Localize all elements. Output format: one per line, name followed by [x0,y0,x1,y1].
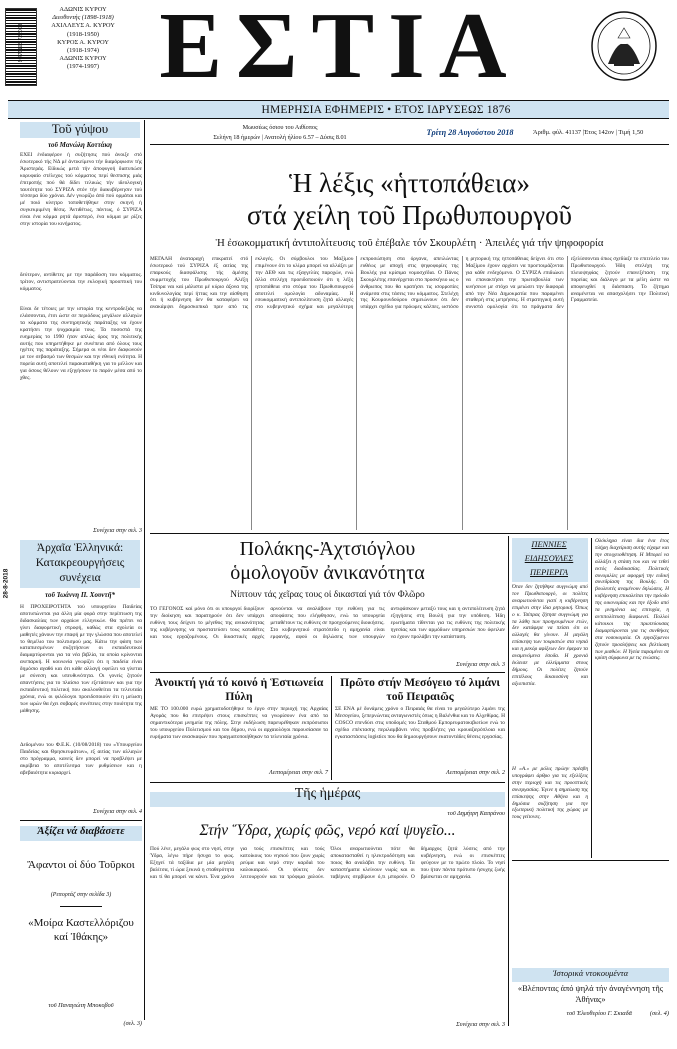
axizei-title: Ἀξίζει νά διαβάσετε [37,826,125,837]
axizei-item2-by: τοῦ Παναγιώτη Μποκοβοῦ [48,1002,114,1009]
imeras-continue: Συνέχεια στην σελ. 3 [456,1022,505,1028]
founders: ΑΔΩΝΙΣ ΚΥΡΟΥ Διευθυντής (1898-1918) ΑΧΙΛΛΕΥΣ Α. ΚΥΡΟΥ (1918-1950) ΚΥΡΟΣ Α. ΚΥΡΟΥ (1918-1974) ΑΔΩΝΙΣ ΚΥΡΟΥ (1974-1997) [51,6,115,71]
col-archaia-text: Η ΠΡΟΧΕΙΡΟΤΗΤΑ τού υπουργείου Παιδείας αποτυπώνεται για άλλη μία φορά στην περίπτωση της διδασκαλίας των αρχαίων ελληνικών. Θα πρέπει να γίνει διαφορετική στροφή, καθώς στα σχολεία οι μαθητές χάνουν την επαφή με την γλώσσα που αποτελεί το θεμέλιο του πολιτισμού μας. Κάτω την φάση των καταπιεσμένων συζητήσεων οι εκπαιδευτικοί διαμαρτύρονται για τα νέα βιβλία, τα οποία κρίνονται ανεπαρκή. Η κοινωνία γνωρίζει ότι η παιδεία είναι δημόσιο αγαθό και ότι κάθε αλλαγή οφείλει να γίνεται με σύνεση και υπευθυνότητα. Οι γονείς ζητούν απαντήσεις για το πλαίσιο των εξετάσεων και για την εκπαιδευτική πολιτική που ακολουθείται τα τελευταία χρόνια, ενώ οι φιλόλογοι προειδοποιούν ότι η μείωση των ωρών θα έχει σοβαρές συνέπειες στην ποιότητα της μάθησης. [20,604,142,714]
istoria-headline: «Βλέποντας ἀπό ψηλά τήν ἀναγέννηση τῆς Ἀθήνας» [517,984,664,1004]
col-archaia-text2: Δεδομένου του Φ.Ε.Κ. (10/08/2018) του «Υπουργείου Παιδείας και Θρησκευμάτων», εξ αιτίας των αλλαγών στο πρόγραμμα, κανείς δεν μπορεί να προβλέψει με ακρίβεια το αποτέλεσμα των ρυθμίσεων και η αβεβαιότητα κυριαρχεί. [20,742,142,776]
axizei-item1-ref: (Ρεπορτάζ στην σελίδα 3) [50,892,112,898]
col-gypsou-text: ΕΧΕΙ ένδιαφέρον ή συζήτησις πού άνοιξε στό έσωτερικό τής ΝΔ μέ άντικείμενο τήν διαμόρφωσιν τής Άριστεράς. Είδικώς μετά τήν άποφυγοή διατυπώσε κορυφαίο στέλεχος τού κόμματος περί θεσπισης μιάς έπιτροπής πού θά δίδει τελικώς τήν ιδεολογική ταυτότητα τού ΣΥΡΙΖΑ στόν τήν διακυβέρνησιν τού τέσσερα δύο χρόνια. Δέν γνωρίζω άπό πού ορμάται και μέ ποιό κίνητρο τοποθετήθηκε στην σκηνή ή συγκεκριμένη θέσις. Άντιθέτως, πάντως, ό ΣΥΡΙΖΑ είναι ένα κόμμα ρητά άριστερό, ένα κόμμα με ρίζες στην ιστορία του κινήματος. [20,152,142,228]
istoria-byline: τοῦ Ἐλευθερίου Γ. Σκιαδᾶ [566,1010,632,1017]
barcode-digits: 9 771105 722003 [18,23,24,63]
penies-text: Όταν δεν ζητήθηκε συγγνώμη από τον Πρωθυπουργό, οι πολίτες αναρωτιούνται γιατί η κυβέρνηση επιμένει στην ίδια ρητορική. Όπως ο κ. Τσίπρας ζήτησε συγγνώμη για τα λάθη των προηγουμένων ετών, δεν κατάφερε να πείσει ότι οι αλλαγές θα γίνουν. Η μεγάλη επίσκεψη των τουριστών στα νησιά και η ρεκόρ αφίξεων δεν έφεραν τα αναμενόμενα έσοδα. Η χρονιά έκλεισε με ελλείμματα στους δήμους. Οι πολίτες ζητούν επιτέλους δικαιοσύνη και αξιοπιστία. [512,584,588,687]
col-gypsou-continue: Συνέχεια στην σελ. 3 [93,528,142,534]
penies-text2: Η «Α.» με μόλις πρώην πρέσβη υπογράφει άρθρο για τις εξελίξεις στην περιοχή και τις προοπτικές συνεργασίας. Έγινε η σημείωση της επίσκεψης στην Αθήνα και η δημόσια συζήτηση για την εξωτερική πολιτική της χώρας με τους γείτονες. [512,766,588,821]
col-gypsou-byline: τοῦ Μανώλη Κοττάκη [47,141,113,149]
edition-subtitle: ΗΜΕΡΗΣΙΑ ΕΦΗΜΕΡΙΣ • ΕΤΟΣ ΙΔΡΥΣΕΩΣ 1876 [261,104,511,116]
lead-body [150,256,669,530]
mid-headline-2: ὁμολογοῦν ἀνικανότητα [230,562,425,584]
seal-emblem [588,8,660,86]
mid-text: ΤΟ ΓΕΓΟΝΟΣ καί μόνο ότι οι υπουργοί διορίζουν την διοίκηση και παρατηρούν ότι δεν υπάρχει ευθύνη τους δείχνει το μέγεθος της ανικανότητας της κυβέρνησης να προστατεύσει τους καταθέτες και τους εργαζομένους. Οι δικαστικές αρχές αρνούνται να αναλάβουν την ευθύνη για τις αποφάσεις που ελήφθησαν, ενώ τα υπουργεία μεταθέτουν τις ευθύνες σε προηγούμενες διοικήσεις. Στο κυβερνητικό στρατόπεδο η αμηχανία είναι εμφανής, αφού οι δηλώσεις των υπουργών αντιφάσκουν μεταξύ τους και η αντιπολίτευση ζητά εξηγήσεις στη Βουλή για την υπόθεση. Ήδη ερωτήματα τίθενται για τις ευθύνες της πολιτικής ηγεσίας και των αρμόδιων υπηρεσιών που όφειλαν να έχουν προλάβει την κατάσταση. [150,606,505,640]
piraeus-headline: Πρῶτο στήν Μεσόγειο τό λιμάνι τοῦ Πειραιῶς [340,676,500,703]
lead-deck: Ἡ ἐσωκομματική ἀντιπολίτευσις τοῦ ἐπέβαλε τόν Σκουρλέτη · Ἀπειλές γιά τήν ψηφοφορία [215,238,604,249]
piraeus-continue: Λεπτομέρειαι στην σελ. 2 [446,770,505,776]
imeras-byline: τοῦ Δημήτρη Καπράνου [447,810,505,817]
gate-continue: Λεπτομέρειαι στην σελ. 7 [269,770,328,776]
newspaper-title: ΕΣΤΙΑ [159,0,521,98]
axizei-item2: «Μοίρα Καστελλόριζου καί Ἰθάκης» [28,917,134,943]
col-archaia-title: Ἀρχαῖα Ἑλληνικά: Κατακρεουργήσεις συνέχεια [35,541,125,584]
side-date: 28-8-2018 [2,568,10,599]
imeras-title: Τῆς ἡμέρας [294,786,361,801]
col-gypsou-title: Τοῦ γύψου [51,121,109,136]
issue-date: Τρίτη 28 Αυγούστου 2018 [426,128,514,137]
col-archaia-byline: τοῦ Ἰωάννη Π. Χουντῆ* [45,591,115,599]
col-gypsou-text3: Είναι δε τέτοιες με την ιστορία της κεντροδεξιάς να ελάσσονται, έτσι ώστε σε περιόδους μεγάλων αλλαγών τα κόμματα της συντηρητικής παράταξης να έχουν κρατήσει την ψυχραιμία τους. Τα ποσοστά της ευημερίας το 1990 ήταν απλώς όρος της πολιτικής αυτής που υπηρετήθηκε με συνέπεια από όλους τους ηγέτες της παράταξης. Σήμερα οι νέοι δεν διαφωνούν με τον σεβασμό των θεσμών και την εθνική ενότητα. Η πορεία αυτή αποτελεί παρακαταθήκη για το μέλλον και για όσους θέλουν να εξηγήσουν το παρόν μέσα από το χθες. [20,306,142,382]
imeras-text: Πού λένε, μεγάλο φως στο νησί, στην Ύδρα, λέγω πήρε ήσυχα το φως. Εξηγεί τά ταξίδια με μία μεγάλη βαλίτσα, τί ώρα ξεκινά η σταθερότητα και τί θα μπορεί να κάνει. Ένα χρόνο για τούς επισκέπτες και τούς κατοίκους του νησιού που ζουν χωρίς ρεύμα και νερό στην καρδιά του καλοκαιριού. Οι ψύκτες δεν λειτουργούν και τα τρόφιμα χαλούν. Όλοι αναρωτιούνται πότε θα αποκατασταθεί η ηλεκτροδότηση και ποιος θα αναλάβει την ευθύνη. Τα καταστήματα κλείνουν νωρίς και οι ταβέρνες σερβίρουν ό,τι μπορούν. Ο δήμαρχος ζητά λύσεις από την κυβέρνηση, ενώ οι επισκέπτες φεύγουν με το πρώτο πλοίο. Το νησί που ήταν πάντα πρότυπο ήσυχης ζωής βρίσκεται σε αμηχανία. [150,846,505,880]
moon-sun: Σελήνη 18 ήμερών | Ανατολή ήλίου 6.57 – Δύσις 8.01 [213,134,347,141]
mid-continue: Συνέχεια στην σελ. 3 [456,662,505,668]
mid-body [150,606,505,660]
issue-info: Άριθμ. φύλ. 41137 |Έτος 142ον | Τιμή 1,50 [533,129,644,136]
gate-text: ΜΕ ΤΟ 100.000 ευρώ χρηματοδοτήθηκε το έργο στην περιοχή της Αρχαίας Αγοράς που θα επιτρέψει στους επισκέπτες να γνωρίσουν ένα από τα σημαντικότερα μνημεία της πόλης. Στην εκδήλωση παρευρέθηκαν εκπρόσωποι του υπουργείου Πολιτισμού και του δήμου, ενώ οι αρχαιολόγοι παρουσίασαν τα ευρήματα των ανασκαφών που πραγματοποιήθηκαν τα τελευταία χρόνια. [150,706,328,740]
saints-day: Μωυσέως όσιου του Αιθίοπος [242,124,318,131]
axizei-item1: Ἄφαντοι οἱ δύο Τοῦρκοι [27,859,135,871]
mid-headline-1: Πολάκης-Ἀχτσιόγλου [239,538,416,560]
penies-col2: Ολόκληρα είναι δια ένα έτος πλήρη διαχείριση αυτής είχαμε και την στοιχειοθέτηση. Η Μπορεί να αλλάξει η στάση του και να τεθεί εκτός διαδικασίας. Πολιτικές συνομιλίες με αφορμή την ειδική συνεδρίαση της Βουλής. Οι βουλευτές αναμένουν δηλώσεις. Η κυβέρνηση επικαλείται την πρόοδο της οικονομίας και την έξοδο από τα μνημόνια ως επιτυχία, η αντιπολίτευση διαφωνεί. Πολλοί κάτοικοι της πρωτεύουσας διαμαρτύρονται για τις συνθήκες στα νοσοκομεία. Οι εργαζόμενοι ζητούν προσλήψεις και βελτίωση των μισθών. Η Υγεία παραμένει σε κρίση σύμφωνα με τις ενώσεις. [595,538,669,662]
col-archaia-continue: Συνέχεια στην σελ. 4 [93,809,142,815]
gate-headline: Ἀνοικτή γιά τό κοινό ἡ Ἑστιωνεία Πύλη [154,676,324,703]
imeras-headline: Στήν Ὕδρα, χωρίς φῶς, νερό καί ψυγεῖο... [199,822,456,839]
lead-text: ΜΕΓΑΛΗ άναταραχή επικρατεί στό έσωτερικό τού ΣΥΡΙΖΑ έξ αιτίας της επαρκούς διασφάλισης τής άμέσης συμμετοχής του Πρωθυπουργού Αλέξη Τσίπρα ναι καί μάλιστα μέ κύριο άξονα της κινδυνολογίας περί ήττας και την αίσθηση ότι ή κυβέρνηση δεν θα καταφέρει να ανακάμψει δημοσκοπικά πριν από τις εκλογές. Οι σύμβουλοι του Μαξίμου επιμένουν ότι το κλίμα μπορεί να αλλάξει με την ΔΕΘ και τις εξαγγελίες παροχών, ενώ άλλα στελέχη προειδοποιούν ότι η λέξη ηττοπάθεια στο στόμα του Πρωθυπουργού αποτελεί ομολογία αδυναμίας. Η εσωκομματική αντιπολίτευση ζητά αλλαγές στο κυβερνητικό σχήμα και μεγαλύτερη εκπροσώπηση στα όργανα, απειλώντας ευθέως με αποχή στις ψηφοφορίες της Βουλής για κρίσιμα νομοσχέδια. Ο Πάνος Σκουρλέτης επανέρχεται στο προσκήνιο ως ο άνθρωπος που θα κρατήσει τις ισορροπίες ανάμεσα στις τάσεις του κόμματος. Στελέχη της Κουμουνδούρου σημειώνουν ότι δεν υπάρχει σχέδιο για πρόωρες κάλπες, ωστόσο η ρητορική της ηττοπάθειας δείχνει ότι στο Μαξίμου έχουν αρχίσει να προετοιμάζονται για κάθε ενδεχόμενο. Ο ΣΥΡΙΖΑ επιδιώκει να επανακτήσει την πρωτοβουλία των κινήσεων με στόχο να μειώσει την διαφορά από την Νέα Δημοκρατία που παραμένει σταθερή στις μετρήσεις. Η στρατηγική αυτή συνιστά ομολογία ότι τα πράγματα δεν εξελίσσονται όπως σχεδίαζε το επιτελείο του Πρωθυπουργού. Ήδη στελέχη της πλειοψηφίας ζητούν επανεξέταση της πορείας και διάλογο με τα μέλη ώστε να αποφευχθεί η διάσπαση. Το ζήτημα αναμένεται να απασχολήσει την Πολιτική Γραμματεία. [150,256,669,311]
istoria-title: Ἱστορικά ντοκουμέντα [552,968,629,978]
lead-headline-1: Ἡ λέξις «ἡττοπάθεια» [289,168,530,198]
imeras-body [150,846,505,1016]
penies-title: ΠΕΝΝΙΕΣ ΕΙΔΗΣΟΥΛΕΣ ΠΕΡΙΕΡΓΑ [524,540,574,577]
istoria-ref: (σελ. 4) [649,1010,669,1017]
axizei-item2-ref: (σελ. 3) [123,1020,142,1027]
piraeus-text: ΣΕ ΕΝΑ μέ δυνάμεις χρόνο ο Πειραιάς θα είναι το μεγαλύτερο λιμάνι της Μεσογείου, ξεπερνώντας ανταγωνιστές όπως η Βαλένθια και το Αλχεθίρας. Η COSCO επενδύει στις υποδομές του Σταθμού Εμπορευματοκιβωτίων ενώ το σχέδιο επέκτασης περιλαμβάνει νέες προβλήτες για κρουαζιερόπλοια και εγκαταστάσεις logistics που θα δημιουργήσουν εκατοντάδες θέσεις εργασίας. [335,706,505,740]
col-gypsou-text2: δεύτερον, αντίθετες με την παράδοση του κόμματος. τρίτον, αντιστρατεύονται την εκλογική προοπτική του κόμματος. [20,272,142,292]
lead-headline-2: στά χείλη τοῦ Πρωθυπουργοῦ [247,200,572,230]
mid-deck: Νίπτουν τάς χεῖρας τους οἱ δικασταί γιά τόν Φλῶρο [230,590,425,600]
